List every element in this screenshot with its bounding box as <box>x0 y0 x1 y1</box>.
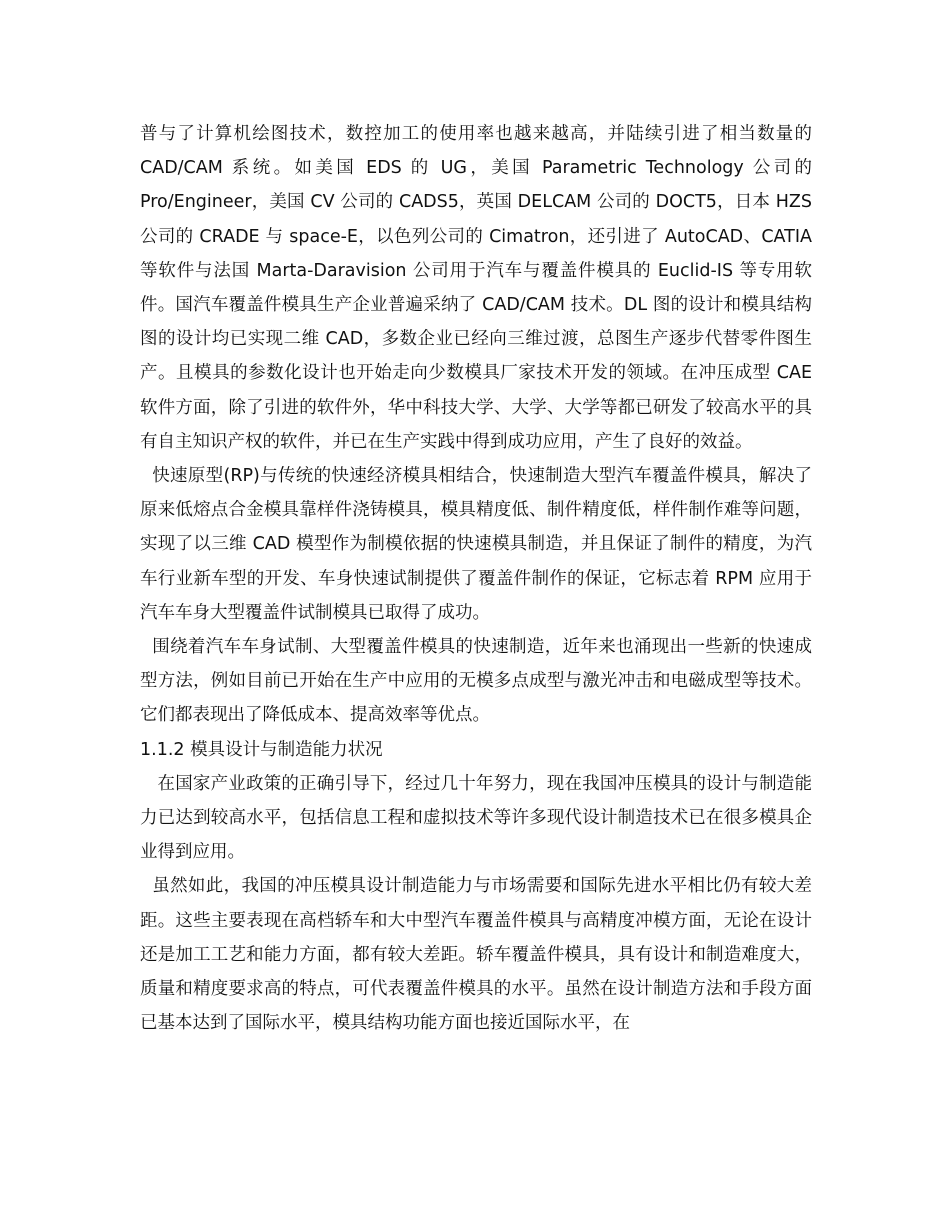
paragraph-rapid-prototyping: 快速原型(RP)与传统的快速经济模具相结合，快速制造大型汽车覆盖件模具，解决了原来低熔点合金模具靠样件浇铸模具，模具精度低、制件精度低，样件制作难等问题，实现了以三维 CAD 模型作为制模依据的快速模具制造，并且保证了制件的精度，为汽车行业新车型的开发、车身快速试制提供了覆盖件制作的保证，它标志着 RPM 应用于汽车车身大型覆盖件试制模具已取得了成功。 <box>140 466 812 623</box>
paragraph-design-capability: 在国家产业政策的正确引导下，经过几十年努力，现在我国冲压模具的设计与制造能力已达到较高水平，包括信息工程和虚拟技术等许多现代设计制造技术已在很多模具企业得到应用。 <box>140 773 812 863</box>
document-body <box>140 117 812 1040</box>
paragraph-new-forming-methods: 围绕着汽车车身试制、大型覆盖件模具的快速制造，近年来也涌现出一些新的快速成型方法，例如目前已开始在生产中应用的无模多点成型与激光冲击和电磁成型等技术。它们都表现出了降低成本、提高效率等优点。 <box>140 637 812 726</box>
section-heading: 1.1.2 模具设计与制造能力状况 <box>140 739 383 760</box>
paragraph-cad-cam-adoption: 普与了计算机绘图技术，数控加工的使用率也越来越高，并陆续引进了相当数量的CAD/CAM 系统。如美国 EDS 的 UG，美国 Parametric Technology 公司的 Pro/Engineer，美国 CV 公司的 CADS5，英国 DELCAM 公司的 DOCT5，日本 HZS 公司的 CRADE 与 space-E，以色列公司的 Cimatron，还引进了 AutoCAD、CATIA 等软件与法国 Marta-Daravision 公司用于汽车与覆盖件模具的 Euclid-IS 等专用软件。国汽车覆盖件模具生产企业普遍采纳了 CAD/CAM 技术。DL 图的设计和模具结构图的设计均已实现二维 CAD，多数企业已经向三维过渡，总图生产逐步代替零件图生产。且模具的参数化设计也开始走向少数模具厂家技术开发的领域。在冲压成型 CAE 软件方面，除了引进的软件外，华中科技大学、大学、大学等都已研发了较高水平的具有自主知识产权的软件，并已在生产实践中得到成功应用，产生了良好的效益。 <box>140 124 812 452</box>
paragraph-capability-gap: 虽然如此，我国的冲压模具设计制造能力与市场需要和国际先进水平相比仍有较大差距。这些主要表现在高档轿车和大中型汽车覆盖件模具与高精度冲模方面，无论在设计还是加工工艺和能力方面，都有较大差距。轿车覆盖件模具，具有设计和制造难度大，质量和精度要求高的特点，可代表覆盖件模具的水平。虽然在设计制造方法和手段方面已基本达到了国际水平，模具结构功能方面也接近国际水平，在 <box>140 876 812 1034</box>
